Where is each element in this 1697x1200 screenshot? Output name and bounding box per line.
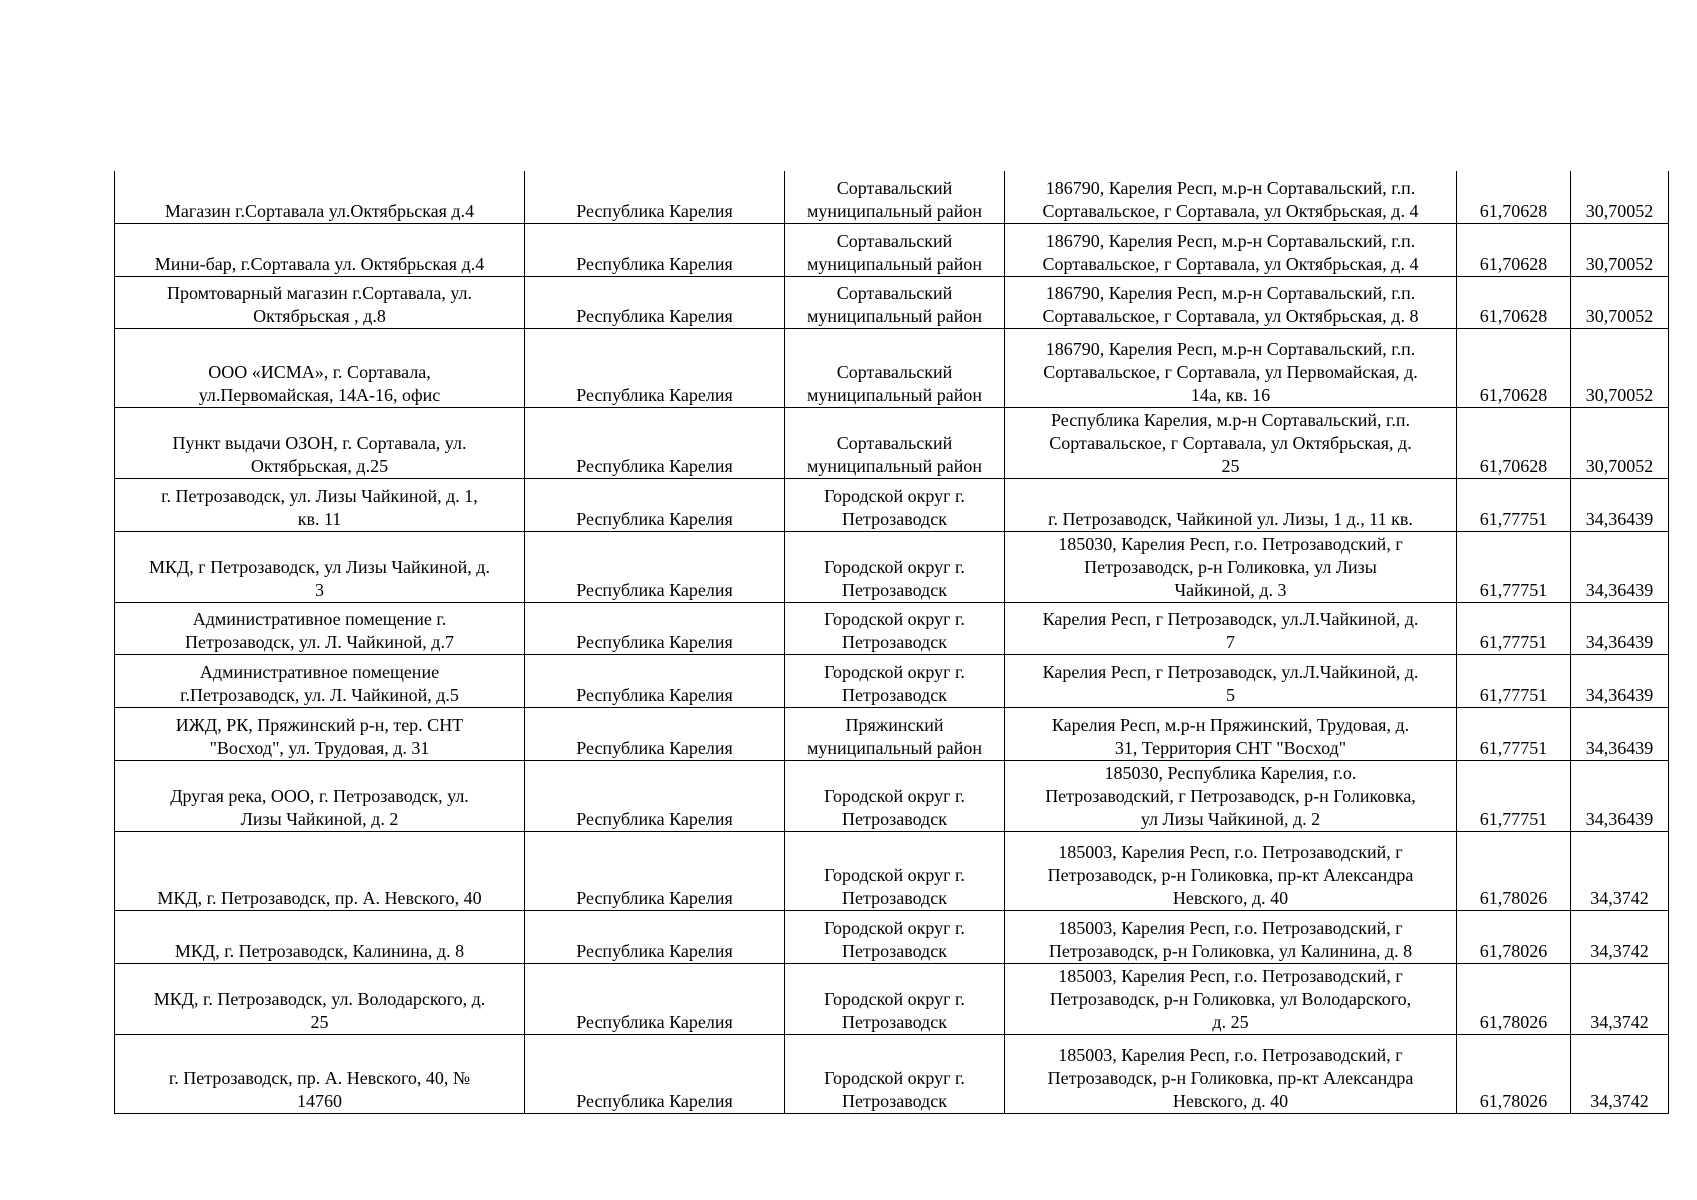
district-cell [785,760,1005,831]
latitude-cell [1457,760,1571,831]
object-name-cell [115,963,525,1034]
object-name-cell [115,602,525,654]
district-cell-text: Городской округ г. Петрозаводск [824,864,965,908]
object-name-cell [115,478,525,531]
district-cell [785,654,1005,707]
latitude-cell [1457,478,1571,531]
region-cell-text: Республика Карелия [576,305,733,326]
longitude-cell [1571,963,1669,1034]
longitude-cell [1571,707,1669,760]
region-cell-text: Республика Карелия [576,384,733,405]
longitude-cell-text: 34,36439 [1585,631,1654,652]
district-cell [785,831,1005,910]
address-cell [1005,910,1457,963]
longitude-cell [1571,1034,1669,1113]
object-name-cell [115,328,525,407]
latitude-cell [1457,223,1571,276]
district-cell [785,328,1005,407]
address-cell-text: 185003, Карелия Респ, г.о. Петрозаводский, г Петрозаводск, р-н Голиковка, пр-кт Александра Невского, д. 40 [1047,841,1414,908]
latitude-cell [1457,171,1571,223]
address-cell-text: 185003, Карелия Респ, г.о. Петрозаводский, г Петрозаводск, р-н Голиковка, пр-кт Александра Невского, д. 40 [1047,1044,1414,1111]
table-row [115,654,1669,707]
addresses-table [114,171,1669,1114]
object-name-cell-text: МКД, г Петрозаводск, ул Лизы Чайкиной, д. 3 [149,556,490,600]
latitude-cell-text: 61,78026 [1479,940,1548,961]
longitude-cell-text: 34,3742 [1590,940,1649,961]
latitude-cell-text: 61,78026 [1479,1011,1548,1032]
latitude-cell-text: 61,77751 [1479,808,1548,829]
longitude-cell-text: 34,3742 [1590,1090,1649,1111]
district-cell [785,602,1005,654]
district-cell-text: Сортавальский муниципальный район [806,282,982,326]
district-cell [785,276,1005,328]
address-cell [1005,760,1457,831]
latitude-cell-text: 61,70628 [1479,253,1548,274]
longitude-cell [1571,602,1669,654]
table-row [115,328,1669,407]
table-body [115,171,1669,1113]
region-cell-text: Республика Карелия [576,253,733,274]
longitude-cell-text: 34,36439 [1585,684,1654,705]
district-cell [785,531,1005,602]
object-name-cell-text: МКД, г. Петрозаводск, пр. А. Невского, 40 [157,887,482,908]
object-name-cell-text: Административное помещение г. Петрозаводск, ул. Л. Чайкиной, д.7 [185,608,454,652]
latitude-cell [1457,407,1571,478]
latitude-cell [1457,831,1571,910]
region-cell-text: Республика Карелия [576,1090,733,1111]
latitude-cell-text: 61,77751 [1479,579,1548,600]
latitude-cell-text: 61,70628 [1479,384,1548,405]
longitude-cell-text: 30,70052 [1585,305,1654,326]
object-name-cell [115,276,525,328]
table-row [115,831,1669,910]
address-cell [1005,531,1457,602]
object-name-cell [115,407,525,478]
region-cell [525,963,785,1034]
address-cell [1005,276,1457,328]
district-cell-text: Пряжинский муниципальный район [806,714,982,758]
longitude-cell [1571,654,1669,707]
object-name-cell [115,910,525,963]
region-cell-text: Республика Карелия [576,808,733,829]
latitude-cell-text: 61,70628 [1479,200,1548,221]
region-cell [525,602,785,654]
region-cell [525,223,785,276]
region-cell-text: Республика Карелия [576,737,733,758]
region-cell [525,407,785,478]
table-row [115,223,1669,276]
object-name-cell-text: ООО «ИСМА», г. Сортавала, ул.Первомайская, 14А-16, офис [198,361,441,405]
object-name-cell [115,223,525,276]
region-cell [525,276,785,328]
longitude-cell [1571,831,1669,910]
district-cell [785,707,1005,760]
region-cell-text: Республика Карелия [576,1011,733,1032]
district-cell-text: Городской округ г. Петрозаводск [824,608,965,652]
district-cell-text: Городской округ г. Петрозаводск [824,556,965,600]
latitude-cell [1457,707,1571,760]
latitude-cell-text: 61,77751 [1479,631,1548,652]
region-cell-text: Республика Карелия [576,887,733,908]
object-name-cell-text: Административное помещение г.Петрозаводск, ул. Л. Чайкиной, д.5 [180,661,459,705]
table-row [115,478,1669,531]
address-cell [1005,963,1457,1034]
longitude-cell [1571,276,1669,328]
region-cell [525,1034,785,1113]
table-row [115,963,1669,1034]
longitude-cell-text: 34,36439 [1585,579,1654,600]
address-cell-text: 185030, Республика Карелия, г.о. Петрозаводский, г Петрозаводск, р-н Голиковка, ул Лизы Чайкиной, д. 2 [1045,762,1416,829]
address-cell [1005,171,1457,223]
address-cell-text: 186790, Карелия Респ, м.р-н Сортавальский, г.п. Сортавальское, г Сортавала, ул Первомайская, д. 14а, кв. 16 [1043,338,1418,405]
latitude-cell-text: 61,78026 [1479,887,1548,908]
table-row [115,531,1669,602]
address-cell [1005,223,1457,276]
object-name-cell-text: Мини-бар, г.Сортавала ул. Октябрьская д.4 [154,253,485,274]
longitude-cell-text: 30,70052 [1585,200,1654,221]
object-name-cell [115,1034,525,1113]
longitude-cell-text: 30,70052 [1585,455,1654,476]
table-row [115,276,1669,328]
longitude-cell-text: 34,36439 [1585,508,1654,529]
region-cell-text: Республика Карелия [576,508,733,529]
address-cell-text: 186790, Карелия Респ, м.р-н Сортавальский, г.п. Сортавальское, г Сортавала, ул Октябрьская, д. 4 [1042,177,1419,221]
region-cell [525,910,785,963]
latitude-cell [1457,963,1571,1034]
district-cell [785,963,1005,1034]
object-name-cell-text: г. Петрозаводск, пр. А. Невского, 40, № 14760 [168,1067,471,1111]
longitude-cell [1571,171,1669,223]
object-name-cell-text: ИЖД, РК, Пряжинский р-н, тер. СНТ "Восход", ул. Трудовая, д. 31 [175,714,464,758]
latitude-cell-text: 61,78026 [1479,1090,1548,1111]
address-cell-text: г. Петрозаводск, Чайкиной ул. Лизы, 1 д., 11 кв. [1048,508,1413,529]
longitude-cell-text: 34,3742 [1590,1011,1649,1032]
address-cell-text: 186790, Карелия Респ, м.р-н Сортавальский, г.п. Сортавальское, г Сортавала, ул Октябрьская, д. 4 [1042,230,1419,274]
object-name-cell-text: г. Петрозаводск, ул. Лизы Чайкиной, д. 1, кв. 11 [161,485,478,529]
district-cell-text: Городской округ г. Петрозаводск [824,1067,965,1111]
district-cell-text: Сортавальский муниципальный район [806,230,982,274]
district-cell-text: Сортавальский муниципальный район [806,177,982,221]
longitude-cell-text: 34,36439 [1585,737,1654,758]
address-cell [1005,602,1457,654]
latitude-cell-text: 61,77751 [1479,508,1548,529]
longitude-cell [1571,478,1669,531]
region-cell-text: Республика Карелия [576,631,733,652]
object-name-cell-text: Другая река, ООО, г. Петрозаводск, ул. Лизы Чайкиной, д. 2 [170,785,469,829]
address-cell-text: Республика Карелия, м.р-н Сортавальский, г.п. Сортавальское, г Сортавала, ул Октябрьская, д. 25 [1049,409,1412,476]
address-cell [1005,407,1457,478]
object-name-cell [115,531,525,602]
longitude-cell-text: 34,3742 [1590,887,1649,908]
district-cell [785,910,1005,963]
object-name-cell-text: МКД, г. Петрозаводск, ул. Володарского, д. 25 [153,988,486,1032]
district-cell-text: Сортавальский муниципальный район [806,361,982,405]
region-cell [525,531,785,602]
latitude-cell-text: 61,70628 [1479,305,1548,326]
address-cell [1005,831,1457,910]
table-row [115,602,1669,654]
table-row [115,171,1669,223]
table-row [115,760,1669,831]
longitude-cell-text: 30,70052 [1585,384,1654,405]
region-cell [525,328,785,407]
district-cell-text: Городской округ г. Петрозаводск [824,917,965,961]
latitude-cell [1457,276,1571,328]
latitude-cell-text: 61,77751 [1479,684,1548,705]
latitude-cell [1457,910,1571,963]
object-name-cell-text: МКД, г. Петрозаводск, Калинина, д. 8 [174,940,465,961]
object-name-cell-text: Пункт выдачи ОЗОН, г. Сортавала, ул. Октябрьская, д.25 [172,432,467,476]
region-cell-text: Республика Карелия [576,455,733,476]
object-name-cell-text: Промтоварный магазин г.Сортавала, ул. Октябрьская , д.8 [166,282,473,326]
longitude-cell [1571,760,1669,831]
region-cell-text: Республика Карелия [576,579,733,600]
region-cell [525,831,785,910]
longitude-cell [1571,223,1669,276]
address-cell-text: Карелия Респ, м.р-н Пряжинский, Трудовая, д. 31, Территория СНТ "Восход" [1051,714,1410,758]
address-cell-text: Карелия Респ, г Петрозаводск, ул.Л.Чайкиной, д. 7 [1042,608,1419,652]
latitude-cell-text: 61,77751 [1479,737,1548,758]
district-cell-text: Сортавальский муниципальный район [806,432,982,476]
district-cell-text: Городской округ г. Петрозаводск [824,485,965,529]
latitude-cell [1457,654,1571,707]
longitude-cell-text: 34,36439 [1585,808,1654,829]
latitude-cell [1457,602,1571,654]
object-name-cell [115,171,525,223]
region-cell [525,171,785,223]
longitude-cell [1571,328,1669,407]
region-cell-text: Республика Карелия [576,684,733,705]
longitude-cell [1571,910,1669,963]
region-cell-text: Республика Карелия [576,940,733,961]
address-cell [1005,654,1457,707]
region-cell [525,478,785,531]
object-name-cell [115,831,525,910]
address-cell [1005,328,1457,407]
longitude-cell-text: 30,70052 [1585,253,1654,274]
district-cell [785,1034,1005,1113]
table-row [115,910,1669,963]
longitude-cell [1571,407,1669,478]
district-cell-text: Городской округ г. Петрозаводск [824,988,965,1032]
address-cell [1005,478,1457,531]
table-row [115,707,1669,760]
address-cell-text: Карелия Респ, г Петрозаводск, ул.Л.Чайкиной, д. 5 [1042,661,1419,705]
district-cell [785,223,1005,276]
object-name-cell [115,760,525,831]
longitude-cell [1571,531,1669,602]
table-row [115,407,1669,478]
address-cell-text: 185003, Карелия Респ, г.о. Петрозаводский, г Петрозаводск, р-н Голиковка, ул Володарского, д. 25 [1049,965,1412,1032]
region-cell [525,654,785,707]
address-cell-text: 186790, Карелия Респ, м.р-н Сортавальский, г.п. Сортавальское, г Сортавала, ул Октябрьская, д. 8 [1042,282,1419,326]
object-name-cell [115,654,525,707]
district-cell-text: Городской округ г. Петрозаводск [824,661,965,705]
district-cell [785,478,1005,531]
address-cell [1005,1034,1457,1113]
address-cell [1005,707,1457,760]
region-cell-text: Республика Карелия [576,200,733,221]
table-row [115,1034,1669,1113]
district-cell [785,407,1005,478]
district-cell [785,171,1005,223]
address-cell-text: 185003, Карелия Респ, г.о. Петрозаводский, г Петрозаводск, р-н Голиковка, ул Калинина, д. 8 [1048,917,1413,961]
address-cell-text: 185030, Карелия Респ, г.о. Петрозаводский, г Петрозаводск, р-н Голиковка, ул Лизы Чайкиной, д. 3 [1058,533,1403,600]
district-cell-text: Городской округ г. Петрозаводск [824,785,965,829]
latitude-cell [1457,328,1571,407]
latitude-cell [1457,531,1571,602]
latitude-cell-text: 61,70628 [1479,455,1548,476]
object-name-cell [115,707,525,760]
region-cell [525,760,785,831]
object-name-cell-text: Магазин г.Сортавала ул.Октябрьская д.4 [164,200,475,221]
region-cell [525,707,785,760]
latitude-cell [1457,1034,1571,1113]
